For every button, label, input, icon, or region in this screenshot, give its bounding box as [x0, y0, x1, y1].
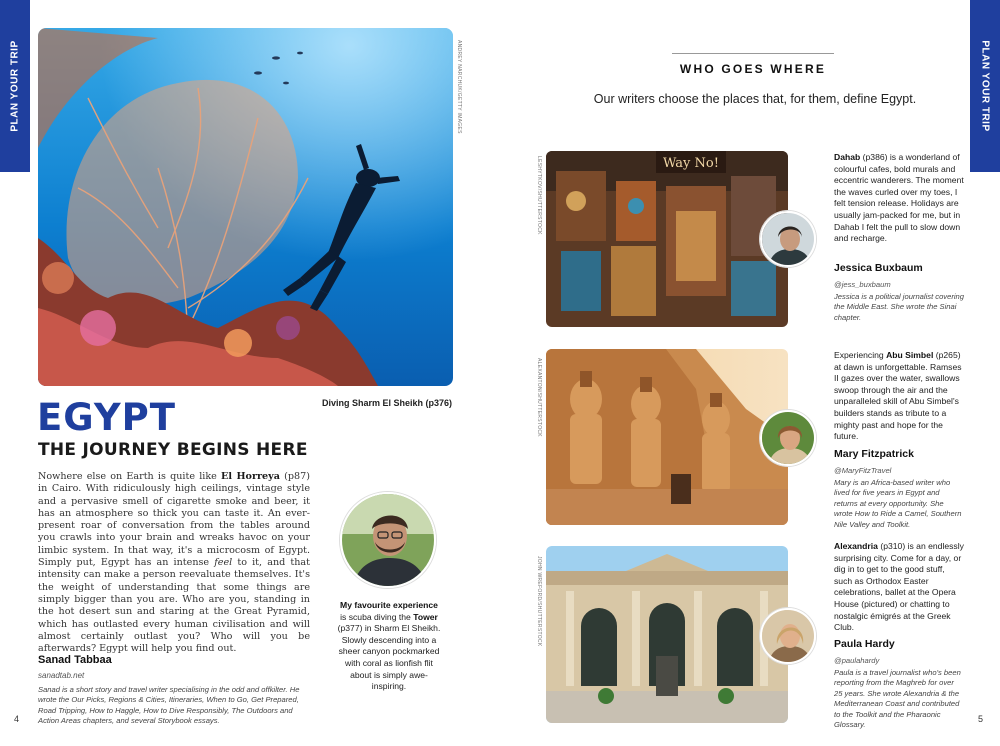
dahab-text: [834, 152, 964, 245]
favourite-text: is scuba diving the: [340, 611, 414, 622]
intro-paragraph: [38, 471, 310, 655]
hero-caption: Diving Sharm El Sheikh (p376): [322, 398, 453, 408]
writer-place: Dahab: [834, 152, 861, 162]
writer-text: (p386) is a wonderland of colourful cafes, bold murals and eccentric wanderers. The moment the waves curled over my toes, I felt tension release. Holidays are usually jam-packed for me, but in Dahab I felt the pull to slow down and recharge.: [834, 152, 964, 244]
paula-portrait: [760, 608, 816, 664]
side-tab-right: [970, 0, 1000, 172]
page-number-left: 4: [14, 714, 20, 724]
author-website: sanadtab.net: [38, 671, 85, 680]
favourite-text: (p377) in Sharm El Sheikh. Slowly descending into a sheer canyon pockmarked with coral as lionfish flit about is simply awe-inspiring.: [337, 623, 441, 692]
page-number-right: 5: [978, 714, 984, 724]
hero-diving-photo: [38, 28, 453, 386]
alexandria-text: [834, 541, 964, 634]
writer-name: Mary Fitzpatrick: [834, 448, 914, 460]
writer-name: Paula Hardy: [834, 638, 895, 650]
intro-place: El Horreya: [221, 471, 280, 482]
writer-handle: @paulahardy: [834, 656, 880, 665]
author-bio: Sanad is a short story and travel writer specialising in the odd and offkilter. He wrote the Our Picks, Regions & Cities, Itineraries, When to Go, Get Prepared, Road Tripping, How to Haggle, How to Dive Responsibly, The Outdoors and Action Areas chapters, and several Storybook essays.: [38, 685, 300, 726]
section-rule: [672, 53, 834, 54]
writer-name: Jessica Buxbaum: [834, 262, 923, 274]
writer-text: (p265) at dawn is unforgettable. Ramses II gazes over the water, swallows swoop through the air and the unparalleled skill of Abu Simbel's builders stands as tribute to a mighty past and hope for the future.: [834, 350, 962, 442]
page-title: EGYPT: [37, 396, 176, 439]
author-portrait: [340, 492, 436, 588]
writer-handle: @MaryFitzTravel: [834, 466, 892, 475]
intro-text: Nowhere else on Earth is quite like: [38, 471, 222, 482]
intro-emphasis: feel: [214, 557, 233, 569]
section-subtitle: Our writers choose the places that, for them, define Egypt.: [593, 92, 917, 106]
jessica-portrait: [760, 211, 816, 267]
writer-place: Abu Simbel: [886, 350, 934, 360]
way-no-sign: Way No!: [663, 156, 719, 171]
side-tab-label: PLAN YOUR TRIP: [9, 40, 21, 132]
page-subtitle: THE JOURNEY BEGINS HERE: [38, 440, 308, 460]
section-title: WHO GOES WHERE: [679, 62, 827, 76]
writer-place: Alexandria: [834, 541, 878, 551]
favourite-place: Tower: [413, 611, 438, 622]
writer-text: Experiencing: [834, 350, 887, 360]
mary-portrait: [760, 410, 816, 466]
favourite-lead: My favourite experience: [340, 600, 438, 610]
intro-text: to it, and that intensity can make a person reevaluate themselves. It's the weight of understanding that some things are simply bigger than you are. Who are you, standing in the hot desert sun and staring at the Great Pyramid, which has outlasted every human civilisation and will almost certainly outlast you? Who will you be afterwards? Egypt will help you find out.: [38, 557, 311, 655]
photo-credit: LESHYTKOV/SHUTTERSTOCK: [536, 156, 542, 235]
author-name: Sanad Tabbaa: [38, 654, 112, 666]
side-tab-left: [0, 0, 30, 172]
favourite-experience: [336, 600, 442, 693]
abu-simbel-photo: [546, 349, 788, 525]
photo-credit: ALEXANTON/SHUTTERSTOCK: [536, 358, 542, 437]
writer-text: (p310) is an endlessly surprising city. Come for a day, or dig in to get to the good stuff, such as Orthodox Easter celebrations, ballet at the Opera House (pictured) or chatting to nostalgic émigrés at the Greek Club.: [834, 541, 964, 633]
alexandria-photo: [546, 546, 788, 723]
writer-bio: Jessica is a political journalist covering the Middle East. She wrote the Sinai chapter.: [834, 292, 964, 322]
dahab-photo: [546, 151, 788, 327]
intro-text: (p87) in Cairo. With ridiculously high ceilings, vintage style and a pervasive smell of cigarette smoke and beer, it has an atmosphere so thick you can taste it. An ever-present roar of conversation from the tables around you crawls into your brain and wreaks havoc on your limbic system. In that way, it's a microcosm of Egypt. Simply put, Egypt has an intense: [38, 471, 310, 569]
writer-bio: Mary is an Africa-based writer who lived for five years in Egypt and returns at every opportunity. She wrote How to Ride a Camel, Southern Nile Valley and Toolkit.: [834, 478, 962, 529]
side-tab-label: PLAN YOUR TRIP: [979, 40, 991, 132]
photo-credit: ANDREY NARCHUK/GETTY IMAGES: [456, 40, 462, 134]
photo-credit: JOHN WREFORD/SHUTTERSTOCK: [536, 556, 542, 647]
writer-bio: Paula is a travel journalist who's been reporting from the Maghreb for over 25 years. She wrote Alexandria & the Mediterranean Coast and contributed to the Toolkit and the Pharaonic Glossary.: [834, 668, 961, 730]
writer-handle: @jess_buxbaum: [834, 280, 891, 289]
abu-simbel-text: [834, 350, 964, 443]
